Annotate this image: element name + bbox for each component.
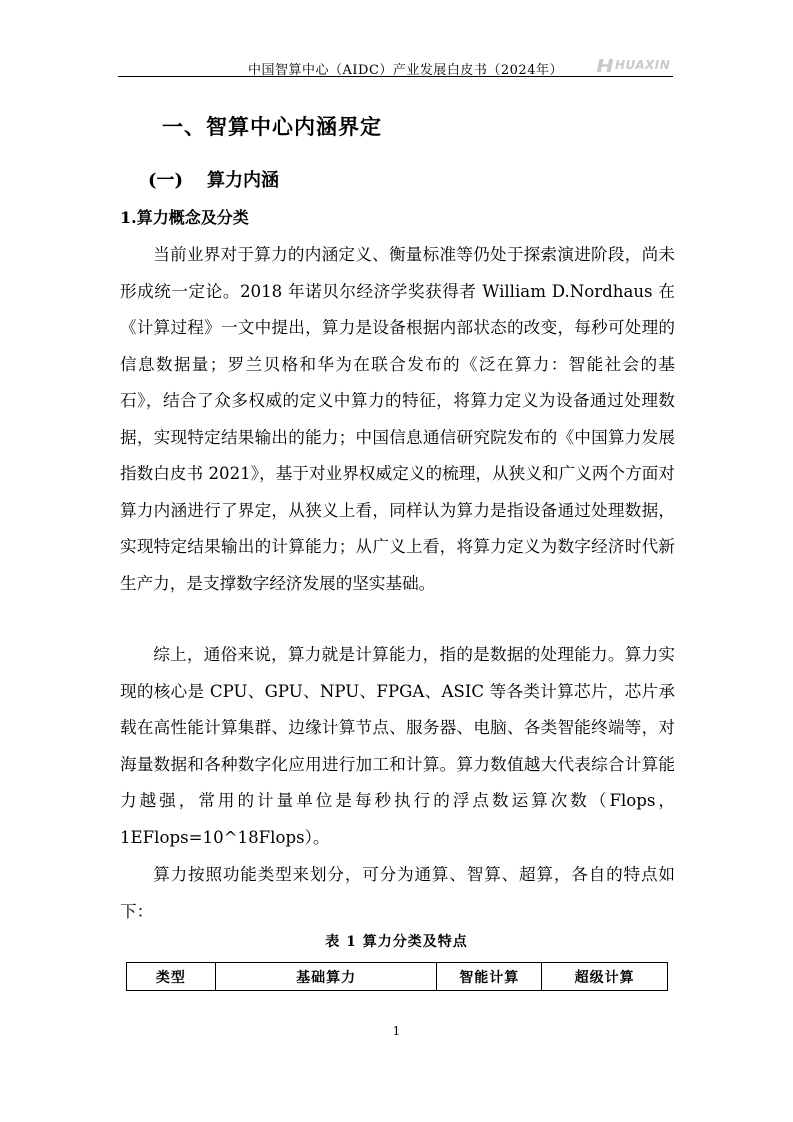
classification-table — [126, 962, 668, 991]
paragraph-definition: 当前业界对于算力的内涵定义、衡量标准等仍处于探索演进阶段，尚未形成统一定论。2018 年诺贝尔经济学奖获得者 William D.Nordhaus 在《计算过程》一文中提出，算力是设备根据内部状态的改变，每秒可处理的信息数据量；罗兰贝格和华为在联合发布的《泛在算力：智能社会的基石》，结合了众多权威的定义中算力的特征，将算力定义为设备通过处理数据，实现特定结果输出的能力；中国信息通信研究院发布的《中国算力发展指数白皮书 2021》，基于对业界权威定义的梳理，从狭义和广义两个方面对算力内涵进行了界定，从狭义上看，同样认为算力是指设备通过处理数据，实现特定结果输出的计算能力；从广义上看，将算力定义为数字经济时代新生产力，是支撑数字经济发展的坚实基础。 — [120, 245, 675, 593]
table-header-cell: 超级计算 — [542, 963, 668, 991]
logo-h-icon — [597, 59, 614, 72]
table-header-cell: 类型 — [127, 963, 216, 991]
table-header-cell: 基础算力 — [215, 963, 437, 991]
page-header — [118, 48, 673, 77]
page-number: 1 — [392, 1024, 401, 1038]
table-caption: 表 1 算力分类及特点 — [325, 934, 468, 950]
huaxin-logo — [598, 57, 676, 73]
chapter-heading: 一、智算中心内涵界定 — [162, 114, 382, 139]
subsection-heading: 1.算力概念及分类 — [120, 208, 249, 227]
header-title: 中国智算中心（AIDC）产业发展白皮书（2024年） — [248, 63, 563, 78]
section-number: (一) — [148, 170, 184, 191]
paragraph-summary: 综上，通俗来说，算力就是计算能力，指的是数据的处理能力。算力实现的核心是 CPU、GPU、NPU、FPGA、ASIC 等各类计算芯片，芯片承载在高性能计算集群、边缘计算节点、服务器、电脑、各类智能终端等，对海量数据和各种数字化应用进行加工和计算。算力数值越大代表综合计算能力越强，常用的计量单位是每秒执行的浮点数运算次数（Flops，1EFlops=10^18Flops）。 — [120, 645, 675, 847]
logo-text: HUAXIN — [615, 58, 671, 72]
section-heading — [148, 166, 279, 192]
paragraph-classification: 算力按照功能类型来划分，可分为通算、智算、超算，各自的特点如下： — [120, 865, 675, 921]
table-header-cell: 智能计算 — [437, 963, 542, 991]
table-header-row — [127, 963, 668, 991]
section-title: 算力内涵 — [207, 170, 280, 191]
